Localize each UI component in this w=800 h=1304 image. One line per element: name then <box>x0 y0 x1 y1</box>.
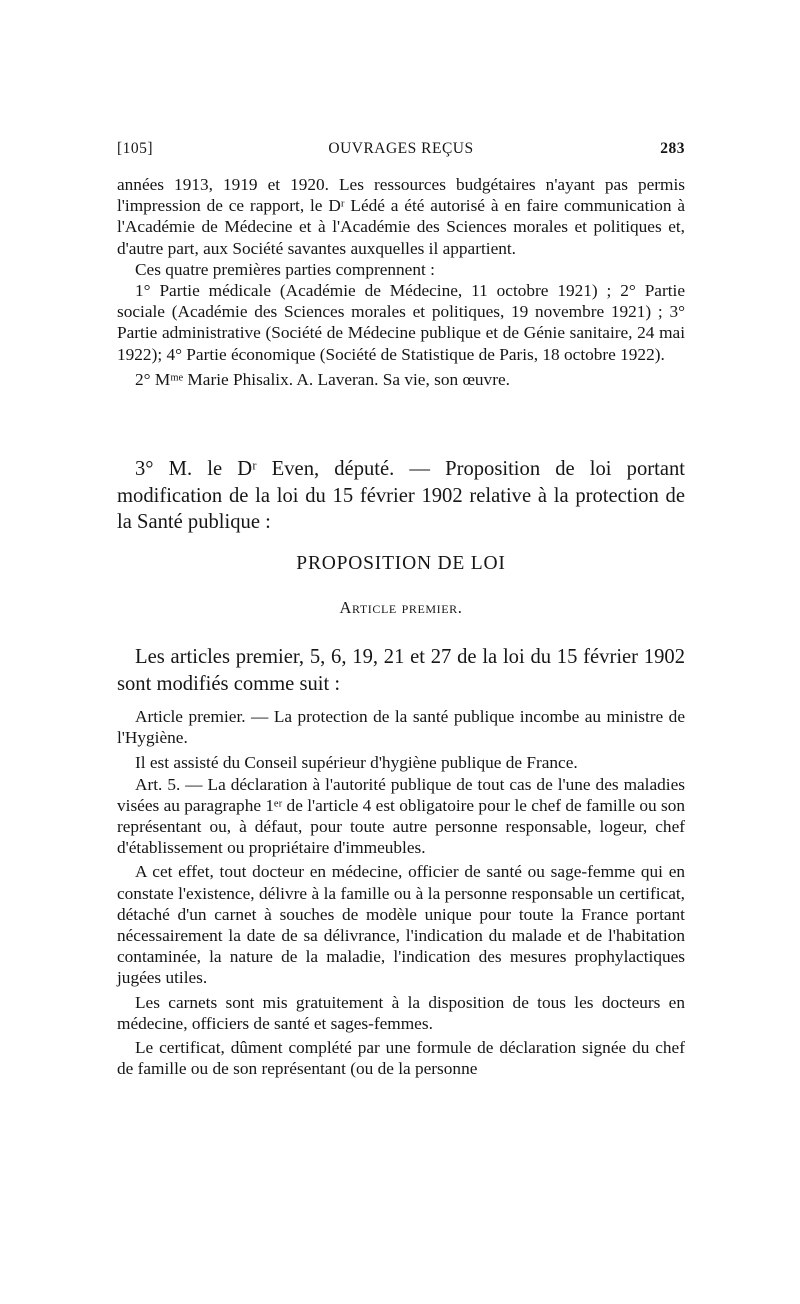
law-section <box>117 706 685 1079</box>
intro-paragraph-3: 1° Partie médicale (Académie de Médecine, 11 octobre 1921) ; 2° Partie sociale (Académie des Sciences morales et politiques, 19 novembre 1921) ; 3° Partie administrative (Société de Médecine publique et de Génie sanitaire, 24 mai 1922); 4° Partie économique (Société de Statistique de Paris, 18 octobre 1922). <box>117 281 685 364</box>
article-section <box>117 644 685 697</box>
running-header <box>117 140 685 162</box>
law-paragraph-4: A cet effet, tout docteur en médecine, officier de santé ou sage-femme qui en constate l'existence, délivre à la famille ou à la personne responsable un certificat, détaché d'un carnet à souches de modèle unique pour toute la France portant nécessairement la date de sa délivrance, l'indication du malade et de l'habitation contaminée, la nature de la maladie, l'indication des mesures prophylactiques jugées utiles. <box>117 862 685 988</box>
intro-paragraph-2: Ces quatre premières parties comprennent : <box>135 259 435 279</box>
law-paragraph-6: Le certificat, dûment complété par une formule de déclaration signée du chef de famille ou de son représentant (ou de la personne <box>117 1038 685 1079</box>
page-reference: [105] <box>117 140 154 157</box>
item-3-paragraph: 3° M. le Dʳ Even, député. — Proposition de loi portant modification de la loi du 15 février 1902 relative à la protection de la Santé publique : <box>117 458 685 533</box>
page-number: 283 <box>660 140 685 157</box>
article-paragraph: Les articles premier, 5, 6, 19, 21 et 27 de la loi du 15 février 1902 sont modifiés comme suit : <box>117 646 685 695</box>
law-paragraph-3: Art. 5. — La déclaration à l'autorité publique de tout cas de l'une des maladies visées au paragraphe 1ᵉʳ de l'article 4 est obligatoire pour le chef de famille ou son représentant ou, à défaut, pour toute autre personne responsable, logeur, chef d'établissement ou propriétaire d'immeubles. <box>117 774 685 858</box>
law-paragraph-1: Article premier. — La protection de la santé publique incombe au ministre de l'Hygiène. <box>117 707 685 748</box>
article-title: Article premier. <box>339 598 463 617</box>
proposition-title: PROPOSITION DE LOI <box>296 553 506 574</box>
running-title: OUVRAGES REÇUS <box>328 140 474 157</box>
law-paragraph-5: Les carnets sont mis gratuitement à la disposition de tous les docteurs en médecine, officiers de santé et sages-femmes. <box>117 992 685 1033</box>
law-paragraph-2: Il est assisté du Conseil supérieur d'hygiène publique de France. <box>135 753 578 773</box>
intro-paragraph-1: années 1913, 1919 et 1920. Les ressources budgétaires n'ayant pas permis l'impression de ce rapport, le Dʳ Lédé a été autorisé à en faire communication à l'Académie de Médecine et à l'Académie des Sciences morales et politiques et, d'autre part, aux Société savantes auxquelles il appartient. <box>117 175 685 258</box>
item-3-section <box>117 456 685 536</box>
intro-section <box>117 174 685 390</box>
intro-paragraph-4: 2° Mᵐᵉ Marie Phisalix. A. Laveran. Sa vie, son œuvre. <box>135 369 510 389</box>
